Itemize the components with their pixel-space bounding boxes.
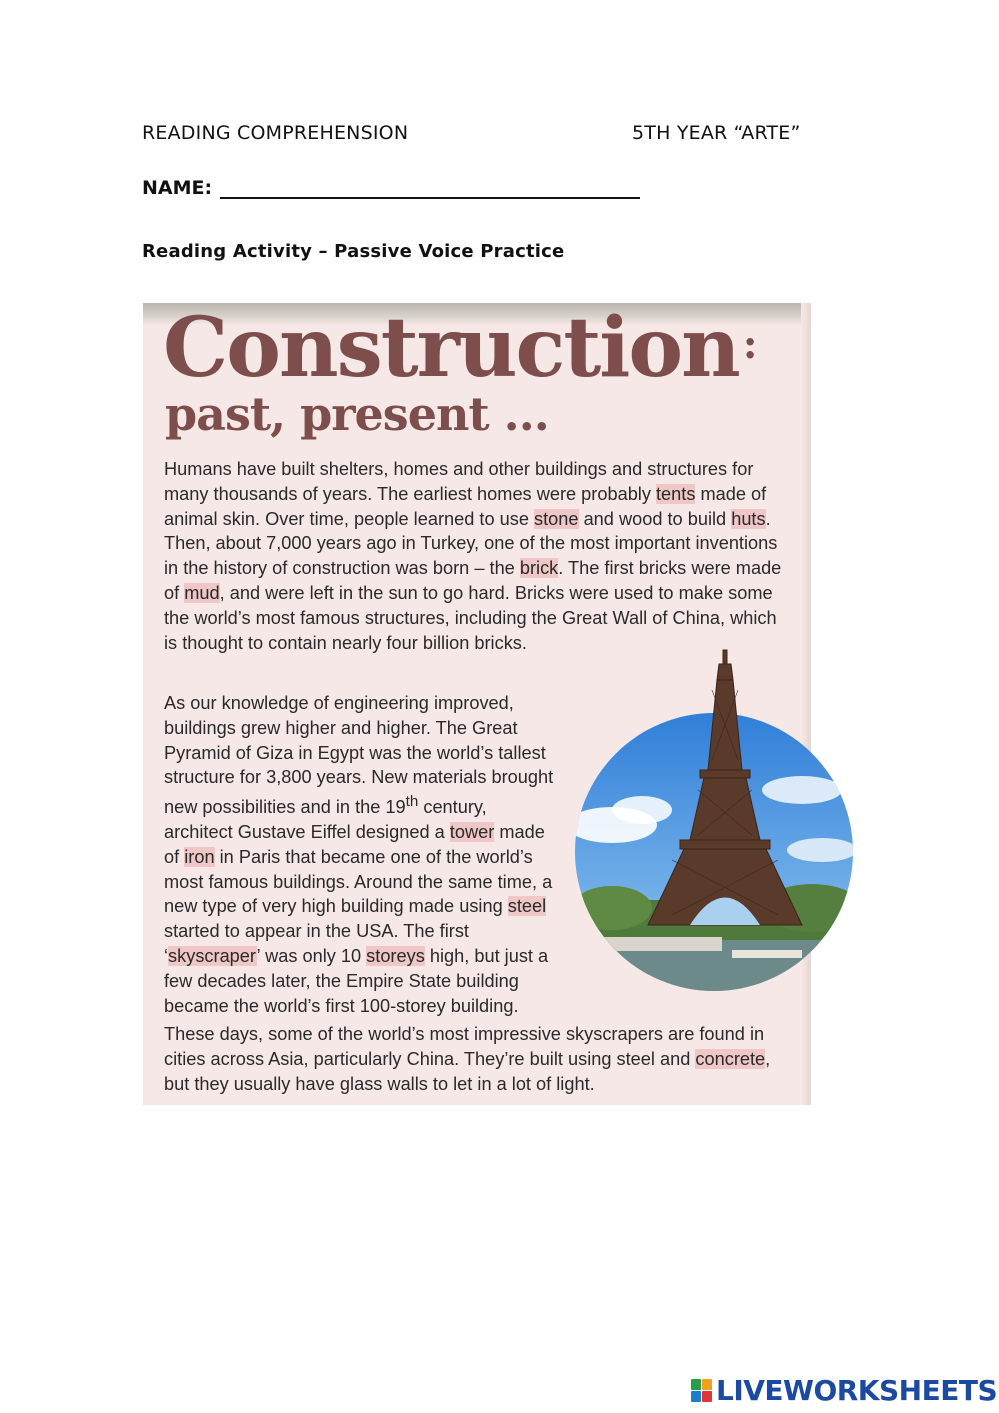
highlighted-word: stone	[534, 508, 579, 529]
text-run: , and were left in the sun to go hard. Bricks were used to make some the world’s most famous structures, including the Great Wall of China, which is thought to contain nearly four billion bricks.	[164, 582, 777, 653]
highlighted-word: skyscraper	[168, 946, 257, 967]
text-run: . Then, about 7,000 years ago in Turkey, one of the most important inventions in the history of construction was born – the	[164, 508, 778, 579]
paragraph-2	[164, 691, 559, 1018]
highlighted-word: mud	[184, 582, 220, 603]
highlighted-word: iron	[184, 846, 215, 867]
paragraph-1	[164, 457, 794, 655]
logo-icon	[691, 1379, 712, 1402]
text-run: These days, some of the world’s most impressive skyscrapers are found in cities across Asia, particularly China. They’re built using steel and	[164, 1024, 765, 1069]
text-run: made of animal skin. Over time, people learned to use	[164, 483, 767, 529]
article-title	[163, 303, 758, 396]
logo-text: LIVEWORKSHEETS	[716, 1374, 998, 1407]
highlighted-word: tower	[449, 822, 495, 843]
text-run: Humans have built shelters, homes and other buildings and structures for many thousands of years. The earliest homes were probably	[164, 459, 754, 504]
paragraph-3	[164, 1022, 794, 1096]
highlighted-word: steel	[507, 896, 547, 917]
superscript: th	[405, 793, 419, 811]
text-run: and wood to build	[578, 508, 732, 529]
name-row	[142, 175, 640, 199]
text-run: , but they usually have glass walls to let in a lot of light.	[164, 1048, 771, 1094]
class-label: 5TH YEAR “ARTE”	[632, 122, 801, 144]
highlighted-word: tents	[656, 483, 696, 504]
text-run: made of	[164, 822, 545, 867]
text-run: ’ was only 10	[256, 946, 367, 967]
text-run: in Paris that became one of the world’s most famous buildings. Around the same time, a new type of very high building made using	[164, 846, 553, 917]
activity-title: Reading Activity – Passive Voice Practice	[142, 241, 565, 262]
text-run: . The first bricks were made of	[164, 558, 782, 603]
text-run: century, architect Gustave Eiffel designed a	[164, 797, 487, 843]
title-colon: :	[742, 321, 758, 368]
worksheet-type: READING COMPREHENSION	[142, 122, 409, 144]
highlighted-word: storeys	[366, 946, 425, 967]
name-label: NAME:	[142, 177, 213, 199]
highlighted-word: concrete	[695, 1048, 766, 1069]
highlighted-word: huts	[731, 508, 766, 529]
text-run: started to appear in the USA. The first ‘	[164, 921, 469, 967]
name-field[interactable]	[220, 175, 640, 199]
text-run: high, but just a few decades later, the Empire State building became the world’s first 100-storey building.	[164, 946, 549, 1016]
liveworksheets-logo[interactable]	[691, 1374, 997, 1407]
article-title-text: Construction	[163, 303, 739, 396]
article-subtitle: past, present ...	[165, 387, 549, 441]
eiffel-tower-photo	[572, 650, 857, 990]
highlighted-word: brick	[519, 558, 559, 579]
text-run: As our knowledge of engineering improved, buildings grew higher and higher. The Great Pyramid of Giza in Egypt was the world’s tallest structure for 3,800 years. New materials brought new possibilities and in the 19	[164, 693, 554, 818]
